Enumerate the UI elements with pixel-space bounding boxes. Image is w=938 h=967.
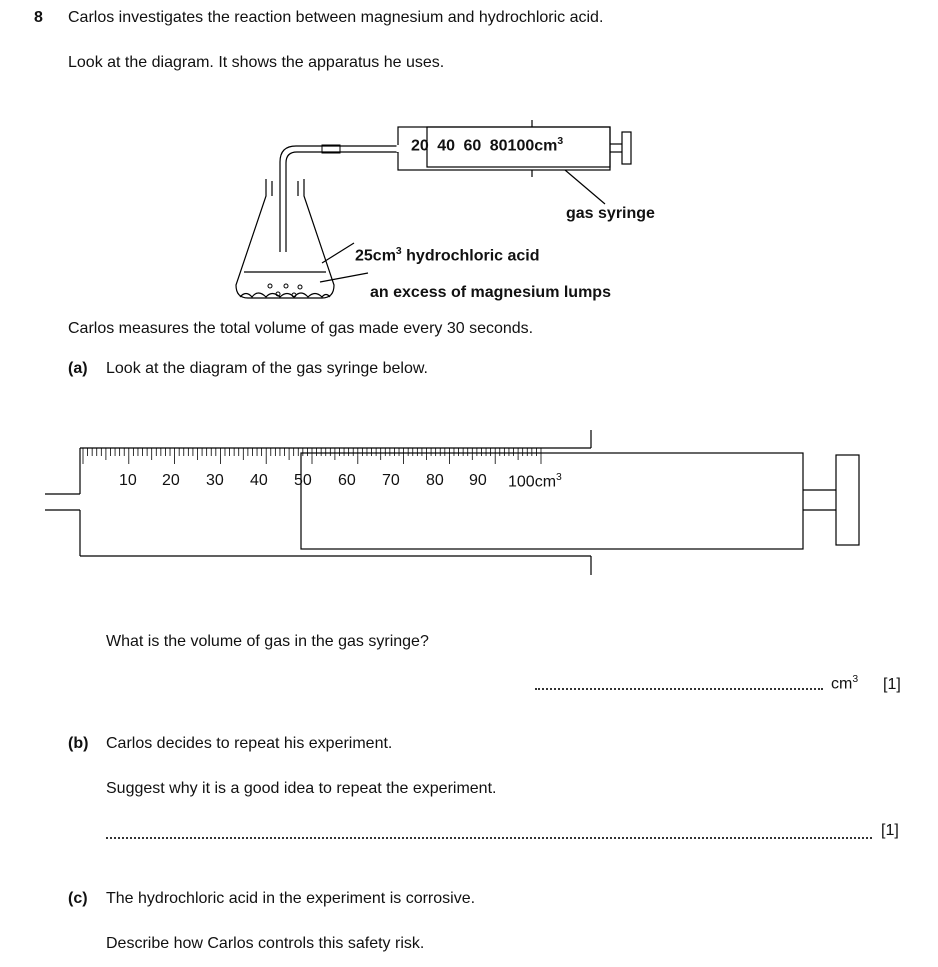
answer-line-a[interactable] xyxy=(535,688,823,690)
syringe-plunger xyxy=(301,453,803,549)
part-a-question: What is the volume of gas in the gas syringe? xyxy=(106,633,429,650)
scale-label: 60 xyxy=(338,472,356,489)
answer-unit-a: $cm^3$ xyxy=(831,674,859,693)
scale-label: 80 xyxy=(426,472,444,489)
scale-label: 50 xyxy=(294,472,312,489)
part-b-text: Carlos decides to repeat his experiment. xyxy=(106,735,393,752)
marks-b: [1] xyxy=(881,822,899,839)
measure-text: Carlos measures the total volume of gas made every 30 seconds. xyxy=(68,320,534,337)
part-a-text: Look at the diagram of the gas syringe below. xyxy=(106,360,428,377)
scale-label: 20 xyxy=(162,472,180,489)
question-intro: Carlos investigates the reaction between magnesium and hydrochloric acid. xyxy=(68,9,604,26)
question-number: 8 xyxy=(34,9,43,26)
marks-a: [1] xyxy=(883,676,901,693)
plunger-handle xyxy=(836,455,859,545)
scale-label: 90 xyxy=(469,472,487,489)
label-magnesium: an excess of magnesium lumps xyxy=(370,284,611,301)
part-b-question: Suggest why it is a good idea to repeat the experiment. xyxy=(106,780,497,797)
part-c-question: Describe how Carlos controls this safety risk. xyxy=(106,935,425,952)
part-c-label: (c) xyxy=(68,890,88,907)
scale-label-100: $100cm^3$ xyxy=(508,472,562,491)
syringe-scale-labels: 20 40 60 $80100cm^3$ xyxy=(411,136,564,155)
part-c-text: The hydrochloric acid in the experiment is corrosive. xyxy=(106,890,476,907)
diagram-intro: Look at the diagram. It shows the apparatus he uses. xyxy=(68,54,445,71)
part-a-label: (a) xyxy=(68,360,88,377)
scale-label: 70 xyxy=(382,472,400,489)
scale-label: 10 xyxy=(119,472,137,489)
scale-label: 30 xyxy=(206,472,224,489)
part-b-label: (b) xyxy=(68,735,89,752)
answer-line-b[interactable] xyxy=(106,837,872,839)
scale-label: 40 xyxy=(250,472,268,489)
label-hydrochloric-acid: $25cm^3$ hydrochloric acid xyxy=(355,246,540,265)
label-gas-syringe: gas syringe xyxy=(566,205,655,222)
